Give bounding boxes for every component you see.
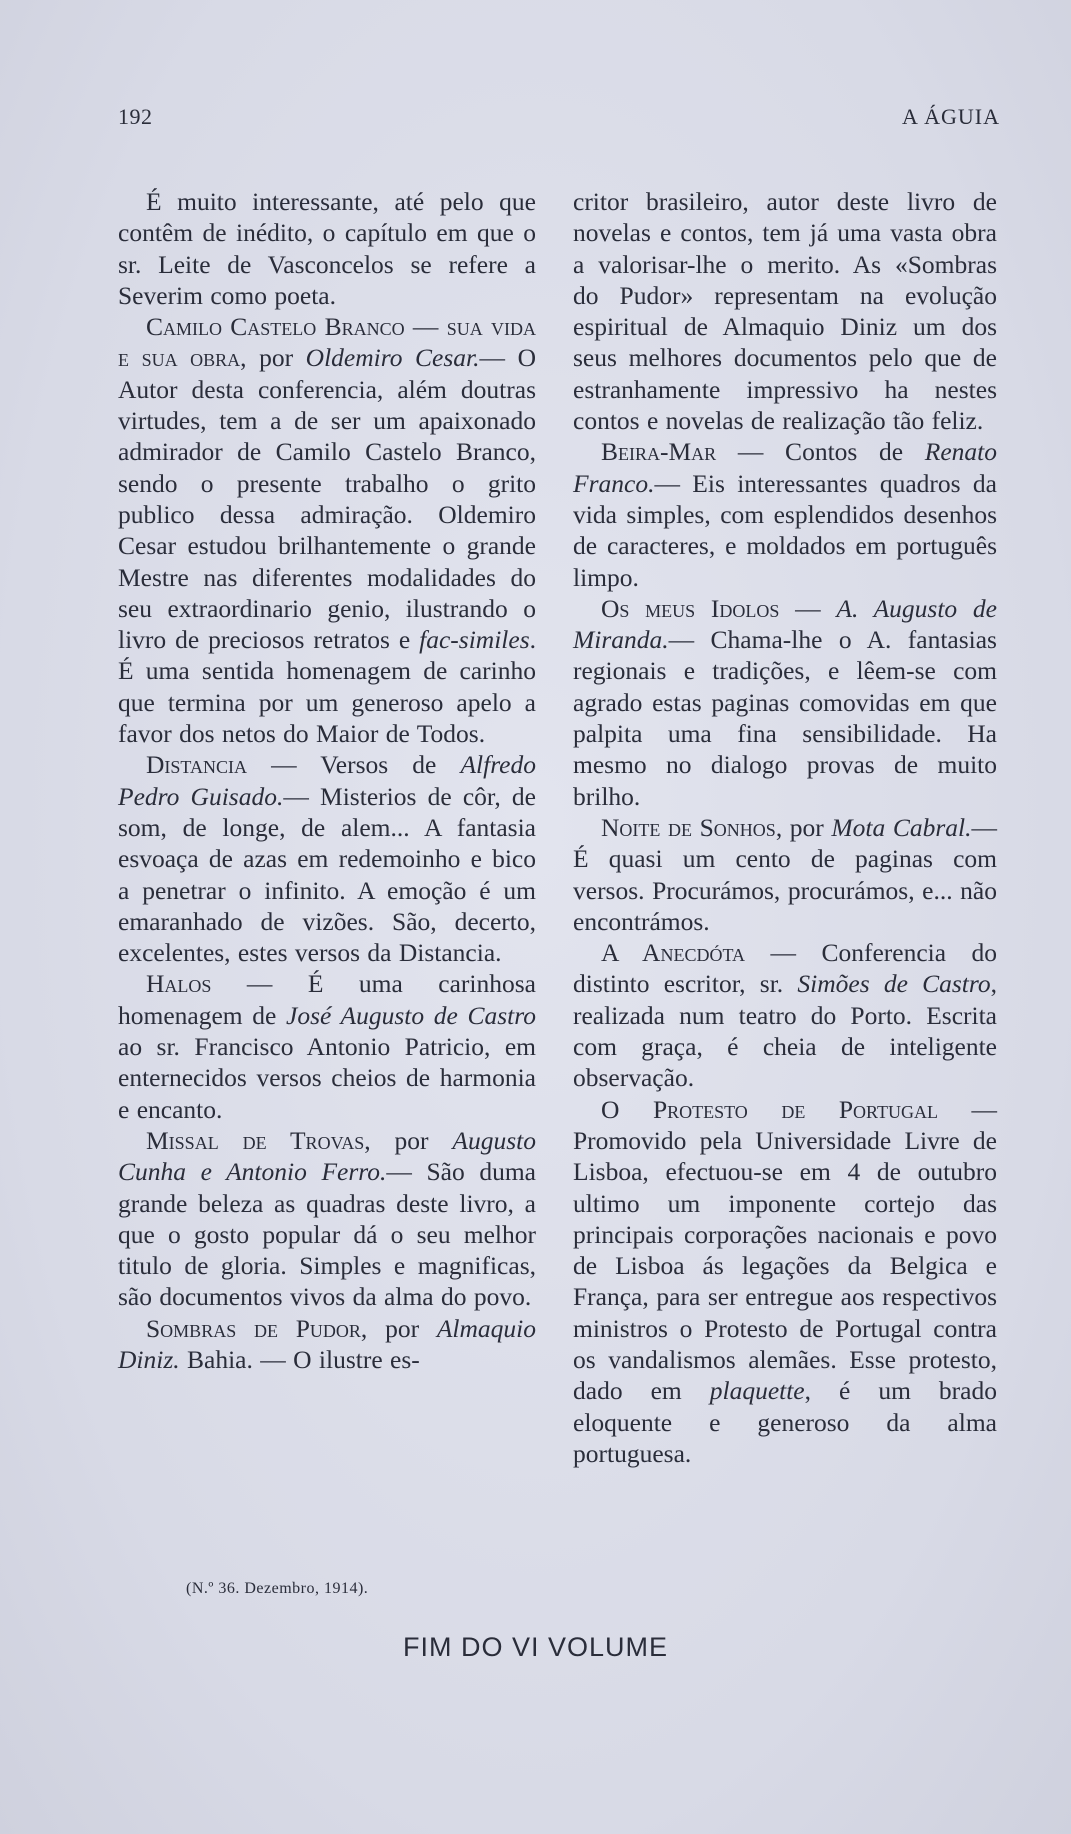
review-paragraph bbox=[573, 937, 997, 1093]
review-text: , por bbox=[775, 812, 832, 842]
review-text: Bahia. — O ilustre es- bbox=[179, 1344, 420, 1374]
book-author: Renato Franco. bbox=[573, 437, 997, 498]
page-header bbox=[118, 104, 1000, 140]
review-text: — bbox=[779, 593, 837, 623]
book-title: Beira-Mar bbox=[601, 437, 717, 467]
review-text: . É uma sentida homenagem de carinho que termina por um generoso apelo a favor dos netos do Maior de Todos. bbox=[118, 625, 536, 749]
volume-end-mark: FIM DO VI VOLUME bbox=[402, 1632, 669, 1662]
book-title: Camilo Castelo Branco — sua vida e sua obra bbox=[118, 312, 536, 373]
emphasis-text: plaquette bbox=[709, 1376, 805, 1406]
book-author: Oldemiro Cesar. bbox=[305, 343, 480, 373]
review-text: , é um brado eloquente e generoso da alma portuguesa. bbox=[573, 1376, 997, 1468]
book-title: Os meus Idolos bbox=[601, 593, 780, 623]
running-title: A ÁGUIA bbox=[901, 104, 1000, 129]
review-text: , por bbox=[364, 1125, 453, 1155]
review-text: — Chama-lhe o A. fantasias regionais e tradições, e lêem-se com agrado estas paginas comovidas em que palpita uma fina sensibilidade. Ha mesmo no dialogo provas de muito brilho. bbox=[573, 625, 997, 811]
review-paragraph bbox=[573, 593, 997, 812]
review-paragraph bbox=[573, 812, 997, 937]
book-author: A. Augusto de Miranda. bbox=[573, 593, 997, 655]
review-text: — É quasi um cento de paginas com versos. Procurámos, procurámos, e... não encontrámos. bbox=[573, 812, 997, 936]
review-paragraph bbox=[118, 749, 536, 968]
review-text: , por bbox=[240, 343, 306, 373]
book-title: Missal de Trovas bbox=[146, 1125, 365, 1155]
review-text: , realizada num teatro do Porto. Escrita com graça, é cheia de inteligente observação. bbox=[573, 969, 997, 1093]
review-text: — Misterios de côr, de som, de longe, de alem... A fantasia esvoaça de azas em redemoinho e bico a penetrar o infinito. A emoção é um emaranhado de vizões. São, decerto, excelentes, estes versos da Distancia. bbox=[118, 781, 536, 968]
review-text: — Promovido pela Universidade Livre de Lisboa, efectuou-se em 4 de outubro ultimo um imponente cortejo das principais corporações nacionais e povo de Lisboa ás legações da Belgica e França, para ser entregue aos respectivos ministros o Protesto de Portugal contra os vandalismos alemães. Esse protesto, dado em bbox=[573, 1094, 998, 1406]
review-text: — Conferencia do distinto escritor, sr. bbox=[573, 938, 997, 999]
book-title: Noite de Sonhos bbox=[601, 812, 776, 842]
review-text: critor brasileiro, autor deste livro de novelas e contos, tem já uma vasta obra a valorisar-lhe o merito. As «Sombras do Pudor» representam na evolução espiritual de Almaquio Diniz um dos seus melhores documentos pelo que de estranhamente impressivo ha nestes contos e novelas de realização tão feliz. bbox=[573, 187, 997, 436]
book-author: Simões de Castro bbox=[797, 969, 991, 999]
book-title: Sombras de Pudor bbox=[146, 1313, 361, 1343]
issue-note: (N.º 36. Dezembro, 1914). bbox=[186, 1580, 369, 1597]
review-text: — Contos de bbox=[716, 437, 925, 467]
review-text: ao sr. Francisco Antonio Patricio, em enternecidos versos cheios de harmonia e encanto. bbox=[118, 1032, 536, 1124]
review-text: — É uma carinhosa homenagem de bbox=[118, 969, 536, 1030]
review-text: — Eis interessantes quadros da vida simples, com esplendidos desenhos de caracteres, e moldados em português limpo. bbox=[573, 468, 997, 592]
left-column bbox=[118, 186, 536, 1375]
review-paragraph bbox=[118, 1313, 536, 1376]
book-title: O Protesto de Portugal bbox=[601, 1094, 938, 1124]
review-paragraph bbox=[573, 436, 997, 592]
review-text: — São duma grande beleza as quadras deste livro, a que o gosto popular dá o seu melhor titulo de gloria. Simples e magnificas, são documentos vivos da alma do povo. bbox=[118, 1157, 536, 1312]
review-text: — O Autor desta conferencia, além doutras virtudes, tem a de ser um apaixonado admirador de Camilo Castelo Branco, sendo o presente trabalho o grito publico dessa admiração. Oldemiro Cesar estudou brilhantemente o grande Mestre nas diferentes modalidades do seu extraordinario genio, ilustrando o livro de preciosos retratos e bbox=[118, 343, 536, 655]
book-title: Distancia bbox=[146, 750, 247, 780]
book-title: A Anecdóta bbox=[601, 938, 746, 968]
book-author: Almaquio Diniz. bbox=[118, 1313, 536, 1374]
book-author: Mota Cabral. bbox=[831, 812, 972, 842]
review-paragraph bbox=[118, 311, 536, 749]
book-author: Alfredo Pedro Guisado. bbox=[118, 750, 536, 811]
review-text: É muito interessante, até pelo que contêm de inédito, o capítulo em que o sr. Leite de Vasconcelos se refere a Severim como poeta. bbox=[118, 187, 536, 310]
right-column bbox=[573, 186, 997, 1469]
review-paragraph bbox=[118, 186, 536, 311]
page-number: 192 bbox=[118, 104, 153, 129]
review-paragraph bbox=[118, 1125, 536, 1313]
book-title: Halos bbox=[146, 969, 212, 999]
review-text: , por bbox=[360, 1313, 437, 1343]
book-author: José Augusto de Castro bbox=[286, 1000, 536, 1030]
emphasis-text: fac-similes bbox=[419, 625, 530, 655]
book-author: Augusto Cunha e Antonio Ferro. bbox=[118, 1125, 536, 1187]
review-paragraph bbox=[573, 186, 997, 436]
review-paragraph bbox=[573, 1094, 997, 1470]
review-text: — Versos de bbox=[246, 750, 461, 780]
review-paragraph bbox=[118, 968, 536, 1124]
